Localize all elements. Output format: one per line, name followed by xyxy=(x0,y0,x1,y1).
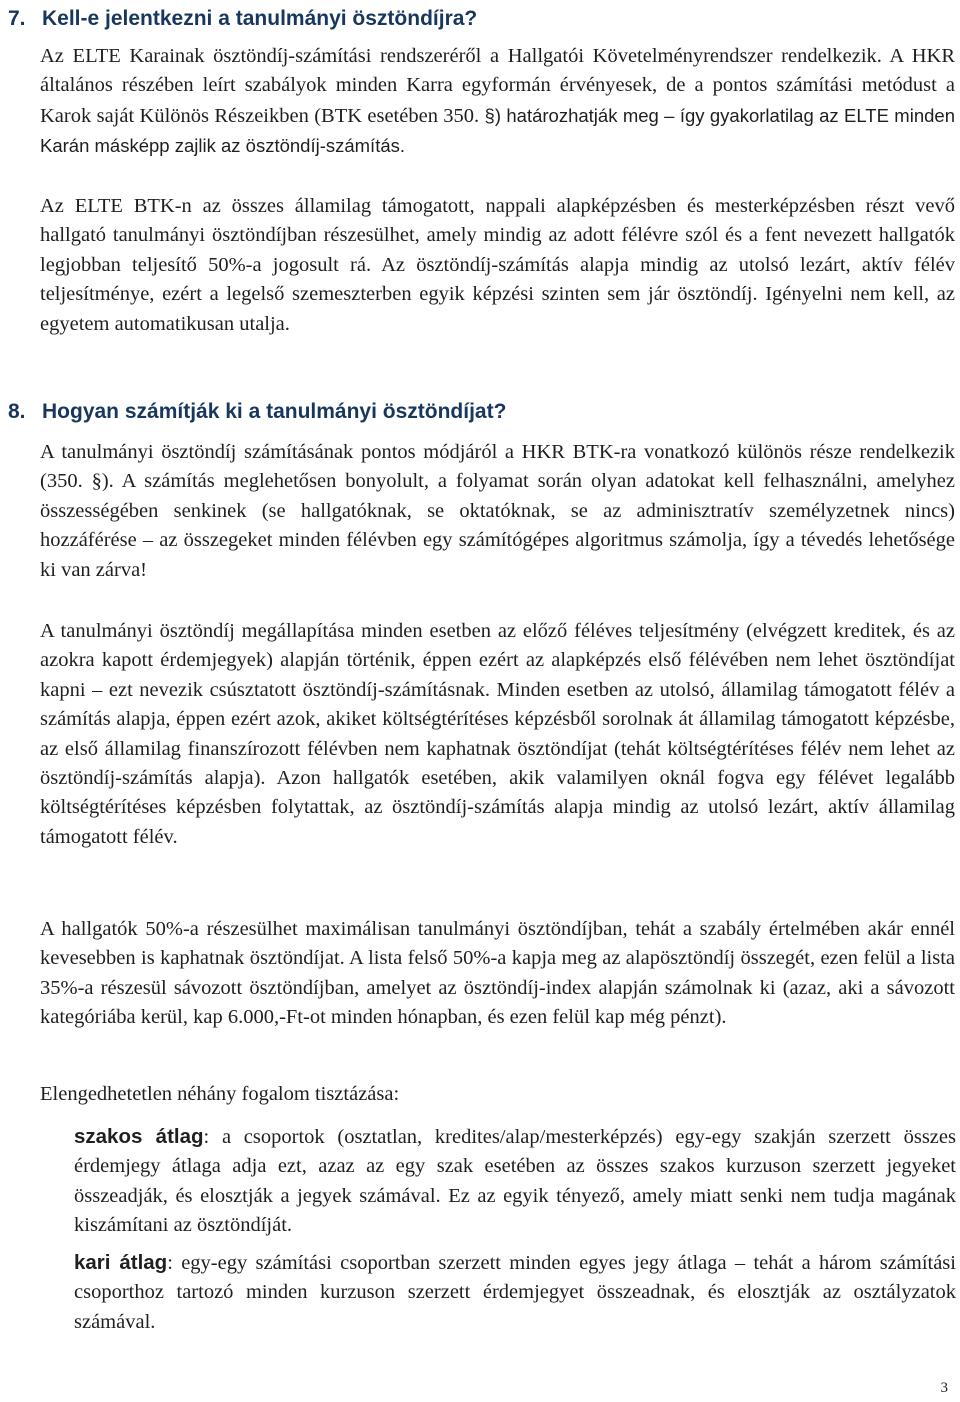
section-8-number: 8. xyxy=(8,400,26,423)
definition-text-szakos: : a csoportok (osztatlan, kredites/alap/mesterképzés) egy-egy szakján szerzett összes érdemjegy átlaga adja ezt, azaz az egy szak esetében az összes szakos kurzuson szerzett jegyeket összeadják, és elosztják a jegyek számával. Ez az egyik tényező, amely miatt senki nem tudja magának kiszámítani az ösztöndíját. xyxy=(74,1126,956,1237)
page-number: 3 xyxy=(940,1380,948,1396)
section-7-heading xyxy=(8,7,477,31)
definition-kari-atlag xyxy=(74,1248,956,1337)
section-8-title: Hogyan számítják ki a tanulmányi ösztöndíjat? xyxy=(42,400,507,423)
section-8-paragraph-4: Elengedhetetlen néhány fogalom tisztázása: xyxy=(40,1083,400,1105)
term-szakos-atlag: szakos átlag xyxy=(74,1125,204,1148)
paragraph-1-part-b: §) határozhatják meg – így gyakorlatilag az ELTE minden Karán másképp zajlik az ösztöndíj-számítás. xyxy=(40,104,955,157)
section-8-paragraph-2: A tanulmányi ösztöndíj megállapítása minden esetben az előző féléves teljesítmény (elvégzett kreditek, és az azokra kapott érdemjegyek) alapján történik, éppen ezért az alapképzés első félévében nem lehet ösztöndíjat kapni – ezt nevezik csúsztatott ösztöndíj-számításnak. Minden esetben az utolsó, államilag támogatott félév a számítás alapja, éppen ezért azok, akiket költségtérítéses képzésből sorolnak át államilag támogatott képzésbe, az első államilag finanszírozott félévben nem kaphatnak ösztöndíjat (tehát költségtérítéses félév nem lehet az ösztöndíj-számítás alapja). Azon hallgatók esetében, akik valamilyen oknál fogva egy félévet legalább költségtérítéses képzésben folytattak, az ösztöndíj-számítás alapja mindig az utolsó lezárt, aktív államilag támogatott félév. xyxy=(40,620,955,848)
definition-text-kari: : egy-egy számítási csoportban szerzett minden egyes jegy átlaga – tehát a három számítási csoporthoz tartozó minden kurzuson szerzett érdemjegyet összeadnak, és elosztják az osztályzatok számával. xyxy=(74,1252,956,1333)
section-8-paragraph-1: A tanulmányi ösztöndíj számításának pontos módjáról a HKR BTK-ra vonatkozó különös része rendelkezik (350. §). A számítás meglehetősen bonyolult, a folyamat során olyan adatokat kell felhasználni, amelyhez összességében senkinek (se hallgatóknak, se oktatóknak, se az adminisztratív személyzetnek nincs) hozzáférése – az összegeket minden félévben egy számítógépes algoritmus számolja, így a tévedés lehetősége ki van zárva! xyxy=(40,441,955,581)
section-7-number: 7. xyxy=(8,7,26,30)
section-7-paragraph-2: Az ELTE BTK-n az összes államilag támogatott, nappali alapképzésben és mesterképzésben részt vevő hallgató tanulmányi ösztöndíjban részesülhet, amely mindig az adott félévre szól és a fent nevezett hallgatók legjobban teljesítő 50%-a jogosult rá. Az ösztöndíj-számítás alapja mindig az utolsó lezárt, aktív félév teljesítménye, ezért a legelső szemeszterben egyik képzési szinten sem jár ösztöndíj. Igényelni nem kell, az egyetem automatikusan utalja. xyxy=(40,195,955,335)
term-kari-atlag: kari átlag xyxy=(74,1251,168,1274)
section-7-title: Kell-e jelentkezni a tanulmányi ösztöndíjra? xyxy=(42,7,478,30)
section-8-paragraph-3: A hallgatók 50%-a részesülhet maximálisan tanulmányi ösztöndíjban, tehát a szabály értelmében akár ennél kevesebben is kaphatnak ösztöndíjat. A lista felső 50%-a kapja meg az alapösztöndíj összegét, ezen felül a lista 35%-a részesül sávozott ösztöndíjban, amelyet az ösztöndíj-index alapján számolnak ki (azaz, aki a sávozott kategóriába kerül, kap 6.000,-Ft-ot minden hónapban, és ezen felül kap még pénzt). xyxy=(40,918,955,1029)
definition-szakos-atlag xyxy=(74,1122,956,1241)
section-7-paragraph-1 xyxy=(40,42,955,162)
section-8-heading xyxy=(8,400,506,424)
paragraph-1-part-a: Az ELTE Karainak ösztöndíj-számítási rendszeréről a Hallgatói Követelményrendszer rendelkezik. A HKR általános részében leírt szabályok minden Karra egyformán érvényesek, de a pontos számítási metódust a Karok saját Különös Részeikben (BTK esetében 350. xyxy=(40,45,955,127)
